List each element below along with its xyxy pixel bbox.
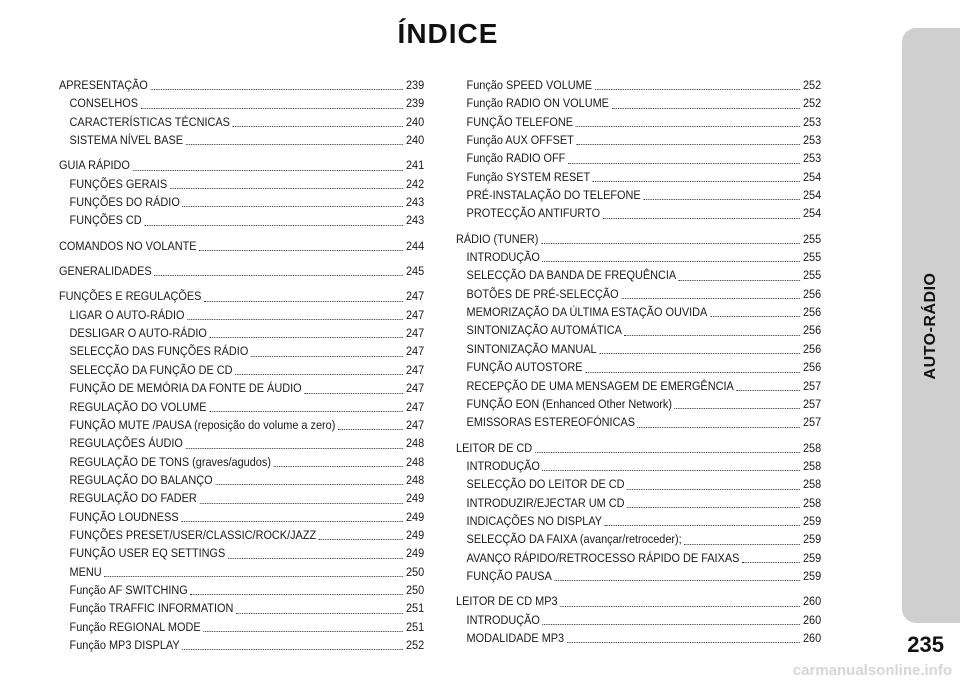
dot-leader [535,451,801,453]
toc-entry[interactable] [456,530,821,548]
toc-entry-label: Função MP3 DISPLAY [69,637,180,652]
toc-entry-label: MENU [69,564,102,579]
toc-entry-page: 244 [405,238,425,253]
dot-leader [104,575,403,577]
dot-leader [710,315,800,317]
page-number: 235 [907,632,944,657]
toc-entry-label: FUNÇÃO TELEFONE [466,114,573,129]
dot-leader [742,561,800,563]
toc-entry-page: 247 [405,326,425,341]
toc-entry-label: REGULAÇÕES ÁUDIO [69,436,183,451]
toc-entry-label: SELECÇÃO DAS FUNÇÕES RÁDIO [69,344,249,359]
toc-entry-page: 259 [802,568,822,583]
toc-entry[interactable] [456,113,821,131]
toc-entry-page: 239 [405,78,425,92]
dot-leader [182,205,403,207]
dot-leader [186,143,404,145]
dot-leader [199,502,403,504]
dot-leader [304,392,403,394]
toc-entry[interactable] [59,131,424,149]
dot-leader [228,557,403,559]
toc-entry-page: 252 [405,637,425,652]
dot-leader [319,538,404,540]
toc-entry[interactable] [59,94,424,112]
toc-entry[interactable] [59,306,424,324]
toc-entry-label: SELECÇÃO DO LEITOR DE CD [466,477,625,492]
toc-entry-page: 250 [405,582,425,597]
toc-entry-page: 240 [405,133,425,148]
toc-entry[interactable] [59,508,424,526]
toc-entry-label: FUNÇÃO MUTE /PAUSA (reposição do volume a zero) [69,417,336,432]
dot-leader [554,579,800,581]
toc-entry-page: 249 [405,491,425,506]
section-side-tab [902,28,960,623]
toc-entry[interactable] [59,489,424,507]
toc-entry[interactable] [456,340,821,358]
toc-entry-label: INTRODUÇÃO [466,612,540,627]
dot-leader [560,605,800,607]
dot-leader [187,318,403,320]
toc-entry[interactable] [59,287,424,305]
toc-entry[interactable] [456,285,821,303]
dot-leader [141,107,404,109]
toc-entry-page: 254 [802,169,822,184]
toc-entry-page: 252 [802,78,822,92]
toc-entry-label: FUNÇÕES E REGULAÇÕES [59,289,202,304]
toc-entry[interactable] [456,377,821,395]
dot-leader [736,389,800,391]
toc-entry-label: DESLIGAR O AUTO-RÁDIO [69,326,207,341]
toc-entry-page: 250 [405,564,425,579]
toc-entry-label: EMISSORAS ESTEREOFÓNICAS [466,415,635,430]
toc-entry[interactable] [456,592,821,610]
toc-entry-label: FUNÇÕES DO RÁDIO [69,195,180,210]
toc-entry-label: Função AUX OFFSET [466,133,574,148]
section-side-tab-label: AUTO-RÁDIO [922,272,939,379]
dot-leader [235,373,403,375]
dot-leader [190,593,403,595]
dot-leader [274,465,404,467]
toc-entry-page: 245 [405,264,425,279]
toc-entry[interactable] [59,76,424,94]
toc-entry-label: FUNÇÃO EON (Enhanced Other Network) [466,396,672,411]
toc-entry-label: REGULAÇÃO DO BALANÇO [69,472,213,487]
toc-entry-label: SELECÇÃO DA FAIXA (avançar/retroceder); [466,532,682,547]
dot-leader [605,524,801,526]
toc-entry-page: 247 [405,399,425,414]
toc-entry[interactable] [456,512,821,530]
toc-entry-label: FUNÇÃO DE MEMÓRIA DA FONTE DE ÁUDIO [69,381,302,396]
toc-entry[interactable] [59,211,424,229]
toc-entry-label: LIGAR O AUTO-RÁDIO [69,307,185,322]
toc-entry-page: 247 [405,289,425,304]
toc-entry[interactable] [59,175,424,193]
toc-entry-label: MEMORIZAÇÃO DA ÚLTIMA ESTAÇÃO OUVIDA [466,305,708,320]
toc-entry-label: PRÉ-INSTALAÇÃO DO TELEFONE [466,188,641,203]
toc-entry-page: 256 [802,341,822,356]
toc-entry[interactable] [456,439,821,457]
toc-entry-label: Função SYSTEM RESET [466,169,591,184]
toc-entry-page: 260 [802,594,822,609]
toc-entry-page: 243 [405,213,425,228]
dot-leader [627,506,800,508]
dot-leader [186,447,404,449]
dot-leader [199,249,403,251]
toc-entry[interactable] [59,193,424,211]
toc-entry[interactable] [59,636,424,654]
dot-leader [675,407,801,409]
toc-entry-label: GENERALIDADES [59,264,152,279]
dot-leader [181,520,403,522]
dot-leader [182,648,403,650]
toc-entry[interactable] [456,611,821,629]
toc-entry-page: 243 [405,195,425,210]
dot-leader [603,217,801,219]
toc-entry[interactable] [59,398,424,416]
dot-leader [679,279,801,281]
toc-entry[interactable] [59,526,424,544]
toc-entry-page: 239 [405,96,425,111]
toc-entry-label: FUNÇÕES GERAIS [69,176,168,191]
toc-entry-label: SISTEMA NÍVEL BASE [69,133,184,148]
toc-entry-page: 247 [405,381,425,396]
toc-entry-label: PROTECÇÃO ANTIFURTO [466,206,601,221]
toc-entry-page: 240 [405,114,425,129]
toc-entry-label: SELECÇÃO DA BANDA DE FREQUÊNCIA [466,268,677,283]
toc-entry-page: 259 [802,513,822,528]
dot-leader [233,125,404,127]
dot-leader [338,428,403,430]
toc-entry-label: SELECÇÃO DA FUNÇÃO DE CD [69,362,233,377]
toc-entry-page: 253 [802,151,822,166]
toc-entry-label: INTRODUÇÃO [466,458,540,473]
dot-leader [204,300,403,302]
dot-leader [643,198,800,200]
dot-leader [684,543,800,545]
toc-entry-label: FUNÇÕES CD [69,213,142,228]
toc-entry-page: 258 [802,477,822,492]
toc-entry-label: REGULAÇÃO DO VOLUME [69,399,207,414]
toc-entry-label: Função AF SWITCHING [69,582,188,597]
toc-entry-label: CARACTERÍSTICAS TÉCNICAS [69,114,230,129]
dot-leader [585,371,800,373]
dot-leader [543,469,801,471]
toc-entry-page: 253 [802,133,822,148]
toc-entry[interactable] [59,563,424,581]
toc-entry-label: CONSELHOS [69,96,139,111]
toc-entry[interactable] [59,262,424,280]
toc-entry[interactable] [456,186,821,204]
dot-leader [151,88,404,90]
toc-entry-label: LEITOR DE CD MP3 [456,594,558,609]
toc-entry-label: FUNÇÃO LOUDNESS [69,509,179,524]
dot-leader [210,336,404,338]
toc-entry-page: 258 [802,440,822,455]
toc-entry[interactable] [456,168,821,186]
dot-leader [567,641,801,643]
toc-entry[interactable] [456,413,821,431]
dot-leader [170,187,404,189]
toc-entry-label: FUNÇÃO AUTOSTORE [466,360,583,375]
toc-entry-label: FUNÇÃO PAUSA [466,568,552,583]
dot-leader [209,410,403,412]
toc-entry[interactable] [456,94,821,112]
toc-entry-label: Função SPEED VOLUME [466,78,593,92]
toc-entry-page: 248 [405,472,425,487]
toc-entry-page: 247 [405,307,425,322]
watermark: carmanualsonline.info [792,662,952,679]
toc-entry[interactable] [456,149,821,167]
toc-entry-label: SINTONIZAÇÃO MANUAL [466,341,597,356]
toc-entry-page: 257 [802,415,822,430]
toc-entry-page: 255 [802,268,822,283]
toc-entry-page: 257 [802,396,822,411]
toc-entry[interactable] [456,629,821,647]
toc-entry-page: 254 [802,188,822,203]
toc-entry[interactable] [456,266,821,284]
toc-entry[interactable] [59,342,424,360]
toc-entry[interactable] [59,361,424,379]
toc-entry[interactable] [456,567,821,585]
toc-entry[interactable] [59,237,424,255]
toc-entry[interactable] [59,113,424,131]
toc-entry[interactable] [456,321,821,339]
toc-entry-page: 249 [405,509,425,524]
toc-entry-page: 249 [405,527,425,542]
toc-entry-label: RÁDIO (TUNER) [456,231,539,246]
dot-leader [236,612,403,614]
toc-entry[interactable] [456,204,821,222]
toc-entry[interactable] [59,581,424,599]
toc-entry[interactable] [59,156,424,174]
toc-entry-label: INDICAÇÕES NO DISPLAY [466,513,603,528]
toc-right-column [456,76,821,647]
toc-entry-page: 258 [802,495,822,510]
dot-leader [251,355,403,357]
toc-entry-page: 247 [405,417,425,432]
toc-entry[interactable] [456,303,821,321]
toc-entry-page: 253 [802,114,822,129]
toc-entry-label: AVANÇO RÁPIDO/RETROCESSO RÁPIDO DE FAIXAS [466,550,740,565]
toc-entry-page: 241 [405,158,425,173]
toc-entry-label: Função RADIO ON VOLUME [466,96,609,111]
dot-leader [543,260,801,262]
toc-entry-label: FUNÇÃO USER EQ SETTINGS [69,546,226,561]
toc-entry-label: COMANDOS NO VOLANTE [59,238,197,253]
dot-leader [593,180,801,182]
toc-entry-page: 256 [802,286,822,301]
toc-entry-page: 256 [802,360,822,375]
dot-leader [599,352,800,354]
dot-leader [203,630,403,632]
dot-leader [621,297,800,299]
toc-entry-page: 259 [802,550,822,565]
toc-entry-label: Função REGIONAL MODE [69,619,201,634]
toc-entry-page: 251 [405,601,425,616]
toc-entry[interactable] [456,131,821,149]
toc-entry[interactable] [59,324,424,342]
toc-entry[interactable] [456,230,821,248]
toc-entry-label: BOTÕES DE PRÉ-SELECÇÃO [466,286,619,301]
toc-entry-page: 242 [405,176,425,191]
toc-entry-page: 251 [405,619,425,634]
toc-entry-label: RECEPÇÃO DE UMA MENSAGEM DE EMERGÊNCIA [466,378,734,393]
dot-leader [154,274,403,276]
toc-entry-label: SINTONIZAÇÃO AUTOMÁTICA [466,323,622,338]
toc-entry[interactable] [456,395,821,413]
toc-entry-page: 257 [802,378,822,393]
dot-leader [576,143,800,145]
dot-leader [612,107,801,109]
toc-entry-label: Função RADIO OFF [466,151,566,166]
dot-leader [144,224,403,226]
dot-leader [638,426,801,428]
toc-entry-page: 259 [802,532,822,547]
toc-entry[interactable] [59,618,424,636]
toc-entry-page: 260 [802,630,822,645]
dot-leader [543,623,801,625]
toc-entry-page: 254 [802,206,822,221]
toc-entry-page: 248 [405,436,425,451]
toc-entry[interactable] [456,549,821,567]
toc-entry[interactable] [59,434,424,452]
toc-left-column [59,76,424,654]
toc-entry[interactable] [456,494,821,512]
dot-leader [133,169,404,171]
toc-entry-page: 258 [802,458,822,473]
dot-leader [215,483,403,485]
dot-leader [541,242,800,244]
toc-entry-page: 252 [802,96,822,111]
toc-entry-page: 256 [802,323,822,338]
toc-entry-page: 255 [802,231,822,246]
dot-leader [625,334,801,336]
toc-entry[interactable] [59,379,424,397]
toc-entry-label: INTRODUZIR/EJECTAR UM CD [466,495,625,510]
dot-leader [568,162,800,164]
toc-entry-page: 248 [405,454,425,469]
toc-entry-label: REGULAÇÃO DO FADER [69,491,197,506]
toc-entry[interactable] [59,599,424,617]
toc-entry-page: 249 [405,546,425,561]
toc-entry-label: GUIA RÁPIDO [59,158,130,173]
toc-entry-page: 256 [802,305,822,320]
dot-leader [627,488,800,490]
toc-entry[interactable] [456,475,821,493]
toc-entry-page: 247 [405,344,425,359]
toc-entry-label: INTRODUÇÃO [466,250,540,265]
dot-leader [576,125,801,127]
toc-entry[interactable] [456,358,821,376]
toc-entry-page: 255 [802,250,822,265]
toc-entry[interactable] [59,471,424,489]
toc-entry[interactable] [456,457,821,475]
toc-entry-label: APRESENTAÇÃO [59,78,148,92]
dot-leader [595,88,801,90]
toc-entry[interactable] [59,544,424,562]
toc-entry[interactable] [456,248,821,266]
page-title: ÍNDICE [397,18,499,49]
toc-entry[interactable] [59,416,424,434]
toc-entry-label: LEITOR DE CD [456,440,533,455]
toc-entry-label: FUNÇÕES PRESET/USER/CLASSIC/ROCK/JAZZ [69,527,317,542]
toc-entry-label: MODALIDADE MP3 [466,630,565,645]
toc-entry[interactable] [59,453,424,471]
toc-entry[interactable] [456,76,821,94]
toc-entry-page: 247 [405,362,425,377]
toc-entry-label: Função TRAFFIC INFORMATION [69,601,234,616]
toc-entry-label: REGULAÇÃO DE TONS (graves/agudos) [69,454,271,469]
toc-entry-page: 260 [802,612,822,627]
